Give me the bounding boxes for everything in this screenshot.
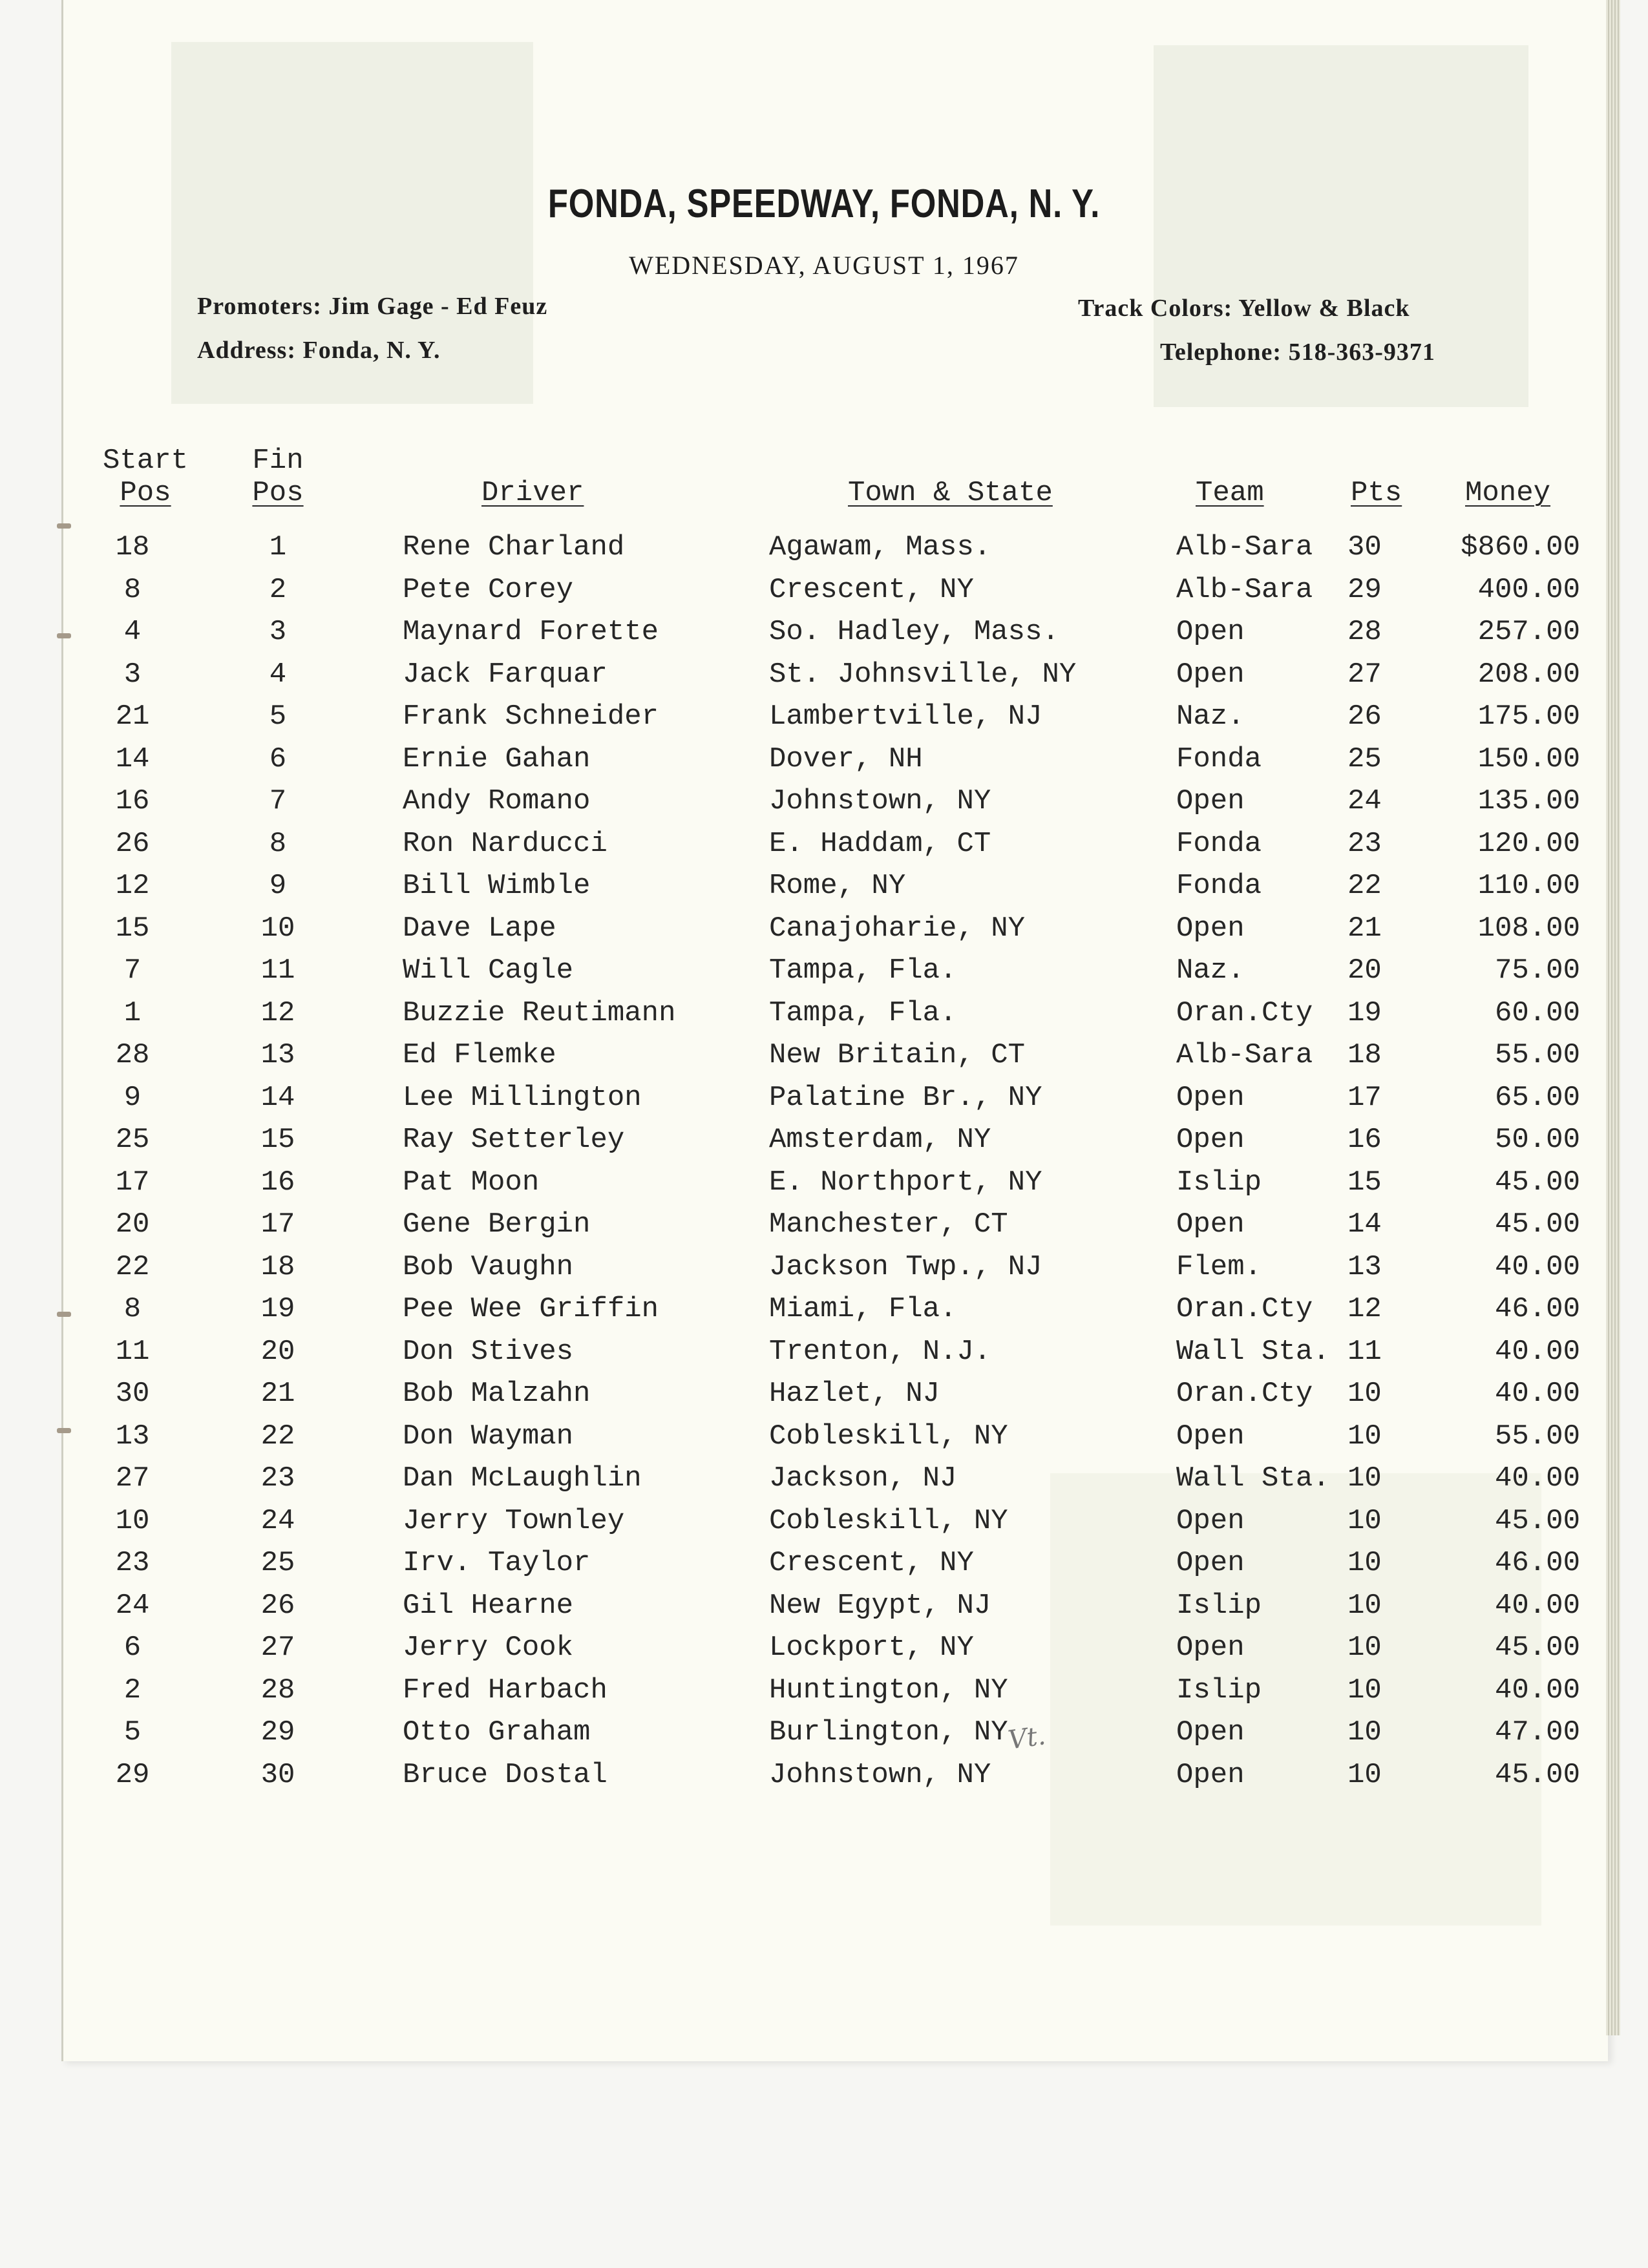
- start-pos-cell: 12: [115, 870, 150, 902]
- driver-cell: Pat Moon: [403, 1166, 540, 1199]
- table-row: [0, 828, 1648, 866]
- start-pos-cell: 17: [115, 1166, 150, 1199]
- points-cell: 18: [1347, 1039, 1382, 1071]
- points-cell: 29: [1347, 574, 1382, 606]
- money-cell: 40.00: [1494, 1462, 1580, 1495]
- driver-cell: Bob Vaughn: [403, 1251, 574, 1283]
- team-cell: Open: [1176, 1759, 1245, 1791]
- driver-cell: Gil Hearne: [403, 1590, 574, 1622]
- team-cell: Open: [1176, 1420, 1245, 1453]
- track-colors: Track Colors: Yellow & Black: [1078, 295, 1410, 322]
- finish-pos-cell: 9: [269, 870, 287, 902]
- finish-pos-cell: 16: [260, 1166, 295, 1199]
- driver-cell: Rene Charland: [403, 531, 625, 563]
- driver-cell: Irv. Taylor: [403, 1547, 591, 1579]
- driver-cell: Fred Harbach: [403, 1674, 607, 1706]
- money-cell: 46.00: [1494, 1547, 1580, 1579]
- start-pos-cell: 25: [115, 1124, 150, 1156]
- team-cell: Oran.Cty: [1176, 1378, 1313, 1410]
- driver-cell: Frank Schneider: [403, 700, 659, 733]
- start-pos-cell: 21: [115, 700, 150, 733]
- team-cell: Open: [1176, 785, 1245, 817]
- table-row: [0, 1336, 1648, 1374]
- points-cell: 10: [1347, 1632, 1382, 1664]
- start-pos-cell: 3: [123, 658, 142, 691]
- driver-cell: Don Wayman: [403, 1420, 574, 1453]
- points-cell: 10: [1347, 1590, 1382, 1622]
- money-cell: 208.00: [1477, 658, 1580, 691]
- table-row: [0, 870, 1648, 908]
- money-cell: 400.00: [1477, 574, 1580, 606]
- driver-cell: Otto Graham: [403, 1716, 591, 1748]
- money-cell: 110.00: [1477, 870, 1580, 902]
- town-cell: Tampa, Fla.: [769, 954, 957, 987]
- town-cell: Crescent, NY: [769, 1547, 974, 1579]
- column-header-driver-label: Driver: [481, 477, 584, 509]
- town-cell: Lambertville, NJ: [769, 700, 1042, 733]
- finish-pos-cell: 14: [260, 1082, 295, 1114]
- town-cell: Hazlet, NJ: [769, 1378, 940, 1410]
- table-row: [0, 700, 1648, 739]
- column-header-pts: [1351, 477, 1402, 509]
- town-cell: So. Hadley, Mass.: [769, 616, 1059, 648]
- team-cell: Open: [1176, 1082, 1245, 1114]
- team-cell: Open: [1176, 1716, 1245, 1748]
- town-cell: Johnstown, NY: [769, 1759, 991, 1791]
- town-cell: New Egypt, NJ: [769, 1590, 991, 1622]
- points-cell: 14: [1347, 1208, 1382, 1241]
- town-cell: Rome, NY: [769, 870, 906, 902]
- driver-cell: Ed Flemke: [403, 1039, 556, 1071]
- driver-cell: Pee Wee Griffin: [403, 1293, 659, 1325]
- team-cell: Alb-Sara: [1176, 1039, 1313, 1071]
- town-cell: Miami, Fla.: [769, 1293, 957, 1325]
- town-cell: E. Northport, NY: [769, 1166, 1042, 1199]
- table-row: [0, 1632, 1648, 1670]
- table-row: [0, 1547, 1648, 1586]
- promoters: Promoters: Jim Gage - Ed Feuz: [197, 293, 548, 320]
- finish-pos-cell: 21: [260, 1378, 295, 1410]
- column-header-town-label: Town & State: [848, 477, 1053, 509]
- finish-pos-cell: 4: [269, 658, 287, 691]
- table-row: [0, 1590, 1648, 1628]
- column-header-money: [1465, 477, 1550, 509]
- table-row: [0, 616, 1648, 655]
- finish-pos-cell: 15: [260, 1124, 295, 1156]
- finish-pos-cell: 6: [269, 743, 287, 775]
- driver-cell: Ernie Gahan: [403, 743, 591, 775]
- team-cell: Oran.Cty: [1176, 997, 1313, 1029]
- driver-cell: Jack Farquar: [403, 658, 607, 691]
- team-cell: Open: [1176, 1547, 1245, 1579]
- money-cell: 45.00: [1494, 1505, 1580, 1537]
- table-row: [0, 1208, 1648, 1247]
- money-cell: 65.00: [1494, 1082, 1580, 1114]
- table-row: [0, 997, 1648, 1036]
- column-header-fin-bottom: Pos: [252, 477, 304, 509]
- table-row: [0, 1124, 1648, 1162]
- start-pos-cell: 20: [115, 1208, 150, 1241]
- table-row: [0, 954, 1648, 993]
- start-pos-cell: 6: [123, 1632, 142, 1664]
- team-cell: Islip: [1176, 1590, 1262, 1622]
- table-row: [0, 1293, 1648, 1332]
- table-row: [0, 1251, 1648, 1290]
- points-cell: 15: [1347, 1166, 1382, 1199]
- column-header-pts-label: Pts: [1351, 477, 1402, 509]
- finish-pos-cell: 7: [269, 785, 287, 817]
- finish-pos-cell: 20: [260, 1336, 295, 1368]
- start-pos-cell: 22: [115, 1251, 150, 1283]
- finish-pos-cell: 26: [260, 1590, 295, 1622]
- start-pos-cell: 29: [115, 1759, 150, 1791]
- points-cell: 24: [1347, 785, 1382, 817]
- points-cell: 10: [1347, 1759, 1382, 1791]
- team-cell: Fonda: [1176, 828, 1262, 860]
- start-pos-cell: 8: [123, 574, 142, 606]
- finish-pos-cell: 17: [260, 1208, 295, 1241]
- town-cell: Lockport, NY: [769, 1632, 974, 1664]
- start-pos-cell: 16: [115, 785, 150, 817]
- finish-pos-cell: 18: [260, 1251, 295, 1283]
- town-cell: Burlington, NY: [769, 1716, 1008, 1748]
- team-cell: Naz.: [1176, 954, 1245, 987]
- team-cell: Islip: [1176, 1166, 1262, 1199]
- finish-pos-cell: 19: [260, 1293, 295, 1325]
- money-cell: 55.00: [1494, 1039, 1580, 1071]
- column-header-fin: [239, 445, 317, 509]
- team-cell: Flem.: [1176, 1251, 1262, 1283]
- town-cell: St. Johnsville, NY: [769, 658, 1077, 691]
- table-row: [0, 1378, 1648, 1416]
- start-pos-cell: 10: [115, 1505, 150, 1537]
- finish-pos-cell: 22: [260, 1420, 295, 1453]
- start-pos-cell: 24: [115, 1590, 150, 1622]
- driver-cell: Gene Bergin: [403, 1208, 591, 1241]
- money-cell: 75.00: [1494, 954, 1580, 987]
- money-cell: 45.00: [1494, 1632, 1580, 1664]
- start-pos-cell: 28: [115, 1039, 150, 1071]
- team-cell: Wall Sta.: [1176, 1462, 1330, 1495]
- points-cell: 17: [1347, 1082, 1382, 1114]
- finish-pos-cell: 28: [260, 1674, 295, 1706]
- town-cell: Canajoharie, NY: [769, 912, 1026, 945]
- driver-cell: Andy Romano: [403, 785, 591, 817]
- points-cell: 12: [1347, 1293, 1382, 1325]
- points-cell: 25: [1347, 743, 1382, 775]
- event-date: WEDNESDAY, AUGUST 1, 1967: [629, 251, 1019, 280]
- team-cell: Naz.: [1176, 700, 1245, 733]
- finish-pos-cell: 27: [260, 1632, 295, 1664]
- column-header-fin-top: Fin: [252, 445, 304, 477]
- table-row: [0, 785, 1648, 824]
- table-row: [0, 912, 1648, 951]
- table-row: [0, 1039, 1648, 1078]
- driver-cell: Maynard Forette: [403, 616, 659, 648]
- money-cell: 150.00: [1477, 743, 1580, 775]
- finish-pos-cell: 3: [269, 616, 287, 648]
- start-pos-cell: 11: [115, 1336, 150, 1368]
- driver-cell: Bob Malzahn: [403, 1378, 591, 1410]
- finish-pos-cell: 11: [260, 954, 295, 987]
- start-pos-cell: 13: [115, 1420, 150, 1453]
- money-cell: 40.00: [1494, 1590, 1580, 1622]
- money-cell: 47.00: [1494, 1716, 1580, 1748]
- town-cell: Trenton, N.J.: [769, 1336, 991, 1368]
- money-cell: 55.00: [1494, 1420, 1580, 1453]
- team-cell: Open: [1176, 1505, 1245, 1537]
- points-cell: 26: [1347, 700, 1382, 733]
- town-cell: E. Haddam, CT: [769, 828, 991, 860]
- team-cell: Open: [1176, 1208, 1245, 1241]
- table-row: [0, 1420, 1648, 1459]
- driver-cell: Lee Millington: [403, 1082, 642, 1114]
- team-cell: Oran.Cty: [1176, 1293, 1313, 1325]
- points-cell: 11: [1347, 1336, 1382, 1368]
- money-cell: 135.00: [1477, 785, 1580, 817]
- money-cell: 175.00: [1477, 700, 1580, 733]
- money-cell: 60.00: [1494, 997, 1580, 1029]
- table-row: [0, 1759, 1648, 1798]
- town-cell: Tampa, Fla.: [769, 997, 957, 1029]
- points-cell: 10: [1347, 1674, 1382, 1706]
- points-cell: 30: [1347, 531, 1382, 563]
- money-cell: 40.00: [1494, 1251, 1580, 1283]
- start-pos-cell: 18: [115, 531, 150, 563]
- points-cell: 20: [1347, 954, 1382, 987]
- telephone: Telephone: 518-363-9371: [1160, 339, 1435, 366]
- start-pos-cell: 23: [115, 1547, 150, 1579]
- points-cell: 10: [1347, 1462, 1382, 1495]
- start-pos-cell: 7: [123, 954, 142, 987]
- start-pos-cell: 30: [115, 1378, 150, 1410]
- points-cell: 16: [1347, 1124, 1382, 1156]
- team-cell: Fonda: [1176, 870, 1262, 902]
- start-pos-cell: 8: [123, 1293, 142, 1325]
- column-header-town: [848, 477, 1053, 509]
- money-cell: 120.00: [1477, 828, 1580, 860]
- driver-cell: Ray Setterley: [403, 1124, 625, 1156]
- team-cell: Open: [1176, 1124, 1245, 1156]
- points-cell: 10: [1347, 1505, 1382, 1537]
- money-cell: 50.00: [1494, 1124, 1580, 1156]
- money-cell: 108.00: [1477, 912, 1580, 945]
- column-header-start-bottom: Pos: [120, 477, 171, 509]
- team-cell: Open: [1176, 616, 1245, 648]
- finish-pos-cell: 13: [260, 1039, 295, 1071]
- team-cell: Alb-Sara: [1176, 531, 1313, 563]
- points-cell: 10: [1347, 1547, 1382, 1579]
- driver-cell: Jerry Cook: [403, 1632, 574, 1664]
- table-row: [0, 1505, 1648, 1544]
- points-cell: 23: [1347, 828, 1382, 860]
- town-cell: New Britain, CT: [769, 1039, 1026, 1071]
- start-pos-cell: 2: [123, 1674, 142, 1706]
- finish-pos-cell: 30: [260, 1759, 295, 1791]
- column-header-money-label: Money: [1465, 477, 1551, 509]
- points-cell: 10: [1347, 1716, 1382, 1748]
- town-cell: Dover, NH: [769, 743, 923, 775]
- money-cell: 40.00: [1494, 1336, 1580, 1368]
- finish-pos-cell: 23: [260, 1462, 295, 1495]
- town-cell: Johnstown, NY: [769, 785, 991, 817]
- address: Address: Fonda, N. Y.: [197, 337, 441, 364]
- finish-pos-cell: 24: [260, 1505, 295, 1537]
- team-cell: Open: [1176, 912, 1245, 945]
- town-cell: Cobleskill, NY: [769, 1420, 1008, 1453]
- driver-cell: Dave Lape: [403, 912, 556, 945]
- driver-cell: Ron Narducci: [403, 828, 607, 860]
- team-cell: Islip: [1176, 1674, 1262, 1706]
- money-cell: $860.00: [1461, 531, 1580, 563]
- points-cell: 13: [1347, 1251, 1382, 1283]
- table-row: [0, 574, 1648, 613]
- driver-cell: Don Stives: [403, 1336, 574, 1368]
- table-row: [0, 1674, 1648, 1713]
- town-cell: Jackson Twp., NJ: [769, 1251, 1042, 1283]
- money-cell: 45.00: [1494, 1759, 1580, 1791]
- town-cell: Amsterdam, NY: [769, 1124, 991, 1156]
- start-pos-cell: 9: [123, 1082, 142, 1114]
- points-cell: 28: [1347, 616, 1382, 648]
- start-pos-cell: 14: [115, 743, 150, 775]
- finish-pos-cell: 5: [269, 700, 287, 733]
- team-cell: Open: [1176, 1632, 1245, 1664]
- start-pos-cell: 26: [115, 828, 150, 860]
- town-cell: Palatine Br., NY: [769, 1082, 1042, 1114]
- driver-cell: Jerry Townley: [403, 1505, 625, 1537]
- driver-cell: Pete Corey: [403, 574, 574, 606]
- driver-cell: Bruce Dostal: [403, 1759, 607, 1791]
- points-cell: 22: [1347, 870, 1382, 902]
- town-cell: Huntington, NY: [769, 1674, 1008, 1706]
- column-header-driver: [481, 477, 584, 509]
- start-pos-cell: 4: [123, 616, 142, 648]
- driver-cell: Buzzie Reutimann: [403, 997, 676, 1029]
- finish-pos-cell: 10: [260, 912, 295, 945]
- money-cell: 257.00: [1477, 616, 1580, 648]
- table-row: [0, 1166, 1648, 1205]
- table-row: [0, 1082, 1648, 1120]
- finish-pos-cell: 8: [269, 828, 287, 860]
- money-cell: 40.00: [1494, 1378, 1580, 1410]
- driver-cell: Dan McLaughlin: [403, 1462, 642, 1495]
- handwritten-annotation: Vt.: [1006, 1721, 1048, 1756]
- points-cell: 21: [1347, 912, 1382, 945]
- page-title: FONDA, SPEEDWAY, FONDA, N. Y.: [547, 182, 1101, 226]
- start-pos-cell: 27: [115, 1462, 150, 1495]
- points-cell: 10: [1347, 1378, 1382, 1410]
- town-cell: Agawam, Mass.: [769, 531, 991, 563]
- finish-pos-cell: 2: [269, 574, 287, 606]
- town-cell: Crescent, NY: [769, 574, 974, 606]
- points-cell: 27: [1347, 658, 1382, 691]
- finish-pos-cell: 1: [269, 531, 287, 563]
- column-header-start-top: Start: [102, 445, 189, 477]
- finish-pos-cell: 12: [260, 997, 295, 1029]
- column-header-team: [1196, 477, 1264, 509]
- team-cell: Open: [1176, 658, 1245, 691]
- town-cell: Jackson, NJ: [769, 1462, 957, 1495]
- column-header-start: [97, 445, 194, 509]
- money-cell: 45.00: [1494, 1166, 1580, 1199]
- table-row: [0, 1462, 1648, 1501]
- money-cell: 40.00: [1494, 1674, 1580, 1706]
- money-cell: 45.00: [1494, 1208, 1580, 1241]
- town-cell: Cobleskill, NY: [769, 1505, 1008, 1537]
- driver-cell: Bill Wimble: [403, 870, 591, 902]
- table-row: [0, 1716, 1648, 1755]
- team-cell: Alb-Sara: [1176, 574, 1313, 606]
- start-pos-cell: 1: [123, 997, 142, 1029]
- table-row: [0, 658, 1648, 697]
- points-cell: 10: [1347, 1420, 1382, 1453]
- town-cell: Manchester, CT: [769, 1208, 1008, 1241]
- table-row: [0, 531, 1648, 570]
- start-pos-cell: 15: [115, 912, 150, 945]
- column-header-team-label: Team: [1196, 477, 1264, 509]
- team-cell: Wall Sta.: [1176, 1336, 1330, 1368]
- money-cell: 46.00: [1494, 1293, 1580, 1325]
- finish-pos-cell: 25: [260, 1547, 295, 1579]
- start-pos-cell: 5: [123, 1716, 142, 1748]
- driver-cell: Will Cagle: [403, 954, 574, 987]
- finish-pos-cell: 29: [260, 1716, 295, 1748]
- table-row: [0, 743, 1648, 782]
- points-cell: 19: [1347, 997, 1382, 1029]
- team-cell: Fonda: [1176, 743, 1262, 775]
